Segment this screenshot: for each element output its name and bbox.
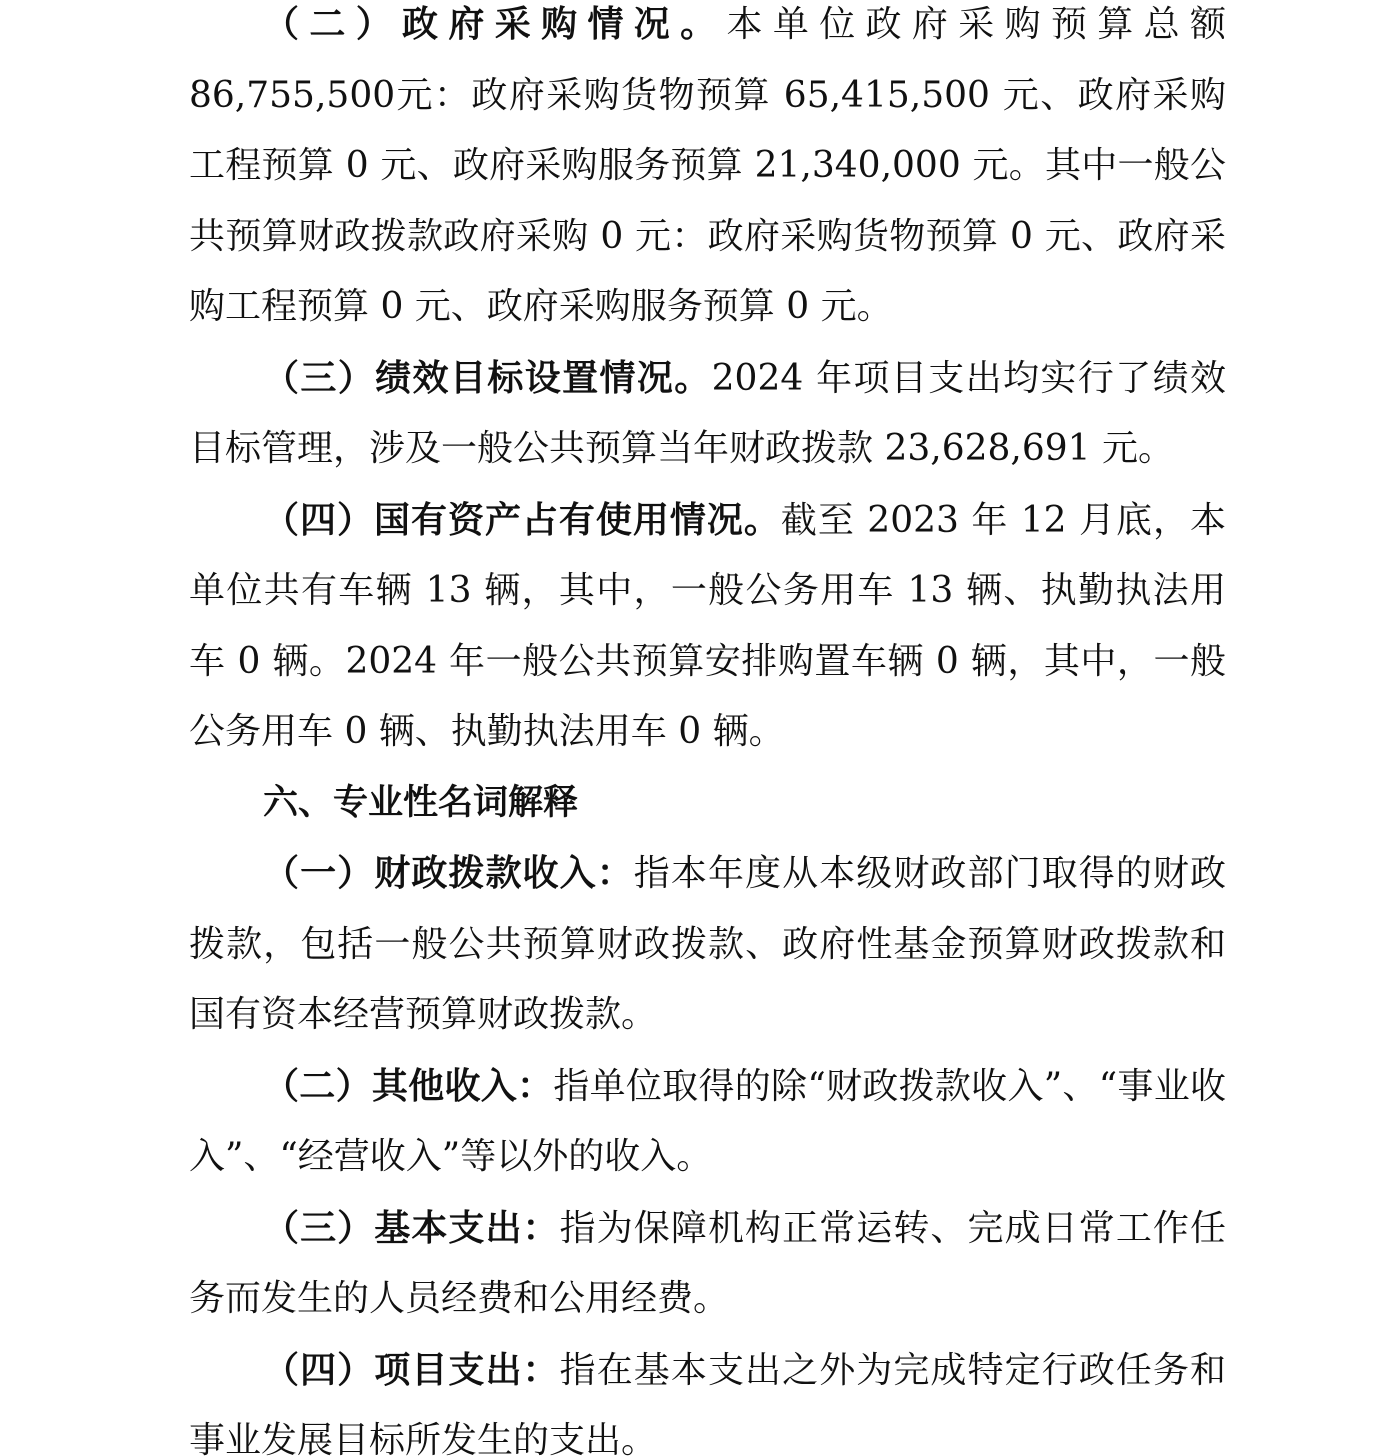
paragraph-government-procurement [189, 0, 1226, 343]
term-lead: （四）项目支出： [263, 1348, 560, 1391]
paragraph-lead: （二）政府采购情况。 [263, 3, 727, 45]
term-project-expenditure [189, 1335, 1226, 1456]
paragraph-lead: （四）国有资产占有使用情况。 [263, 498, 781, 541]
paragraph-state-assets [189, 485, 1226, 768]
paragraph-lead: （三）绩效目标设置情况。 [263, 356, 712, 399]
term-lead: （二）其他收入： [263, 1064, 554, 1107]
term-body: 指单位取得的除“财政拨款收入”、“事业收入”、“经营收入”等以外的收入。 [189, 1065, 1226, 1177]
section-heading: 六、专业性名词解释 [263, 782, 579, 823]
term-other-income [189, 1051, 1226, 1193]
term-basic-expenditure [189, 1193, 1226, 1335]
term-fiscal-appropriation-income [189, 838, 1226, 1051]
term-body: 指在基本支出之外为完成特定行政任务和事业发展目标所发生的支出。 [189, 1349, 1226, 1456]
term-body: 指本年度从本级财政部门取得的财政拨款，包括一般公共预算财政拨款、政府性基金预算财政拨款和国有资本经营预算财政拨款。 [189, 853, 1226, 1035]
text-column [189, 0, 1226, 1456]
term-lead: （一）财政拨款收入： [263, 852, 634, 894]
paragraph-performance-targets [189, 343, 1226, 485]
term-lead: （三）基本支出： [263, 1206, 560, 1249]
paragraph-body: 截至 2023 年 12 月底，本单位共有车辆 13 辆，其中，一般公务用车 13 辆、执勤执法用车 0 辆。2024 年一般公共预算安排购置车辆 0 辆，其中，一般公务用车 0 辆、执勤执法用车 0 辆。 [189, 499, 1226, 752]
paragraph-body: 本单位政府采购预算总额 86,755,500元：政府采购货物预算 65,415,500 元、政府采购工程预算 0 元、政府采购服务预算 21,340,000 元。其中一般公共预算财政拨款政府采购 0 元：政府采购货物预算 0 元、政府采购工程预算 0 元、政府采购服务预算 0 元。 [189, 4, 1226, 327]
paragraph-body: 2024 年项目支出均实行了绩效目标管理，涉及一般公共预算当年财政拨款 23,628,691 元。 [189, 357, 1226, 469]
term-body: 指为保障机构正常运转、完成日常工作任务而发生的人员经费和公用经费。 [189, 1207, 1226, 1319]
